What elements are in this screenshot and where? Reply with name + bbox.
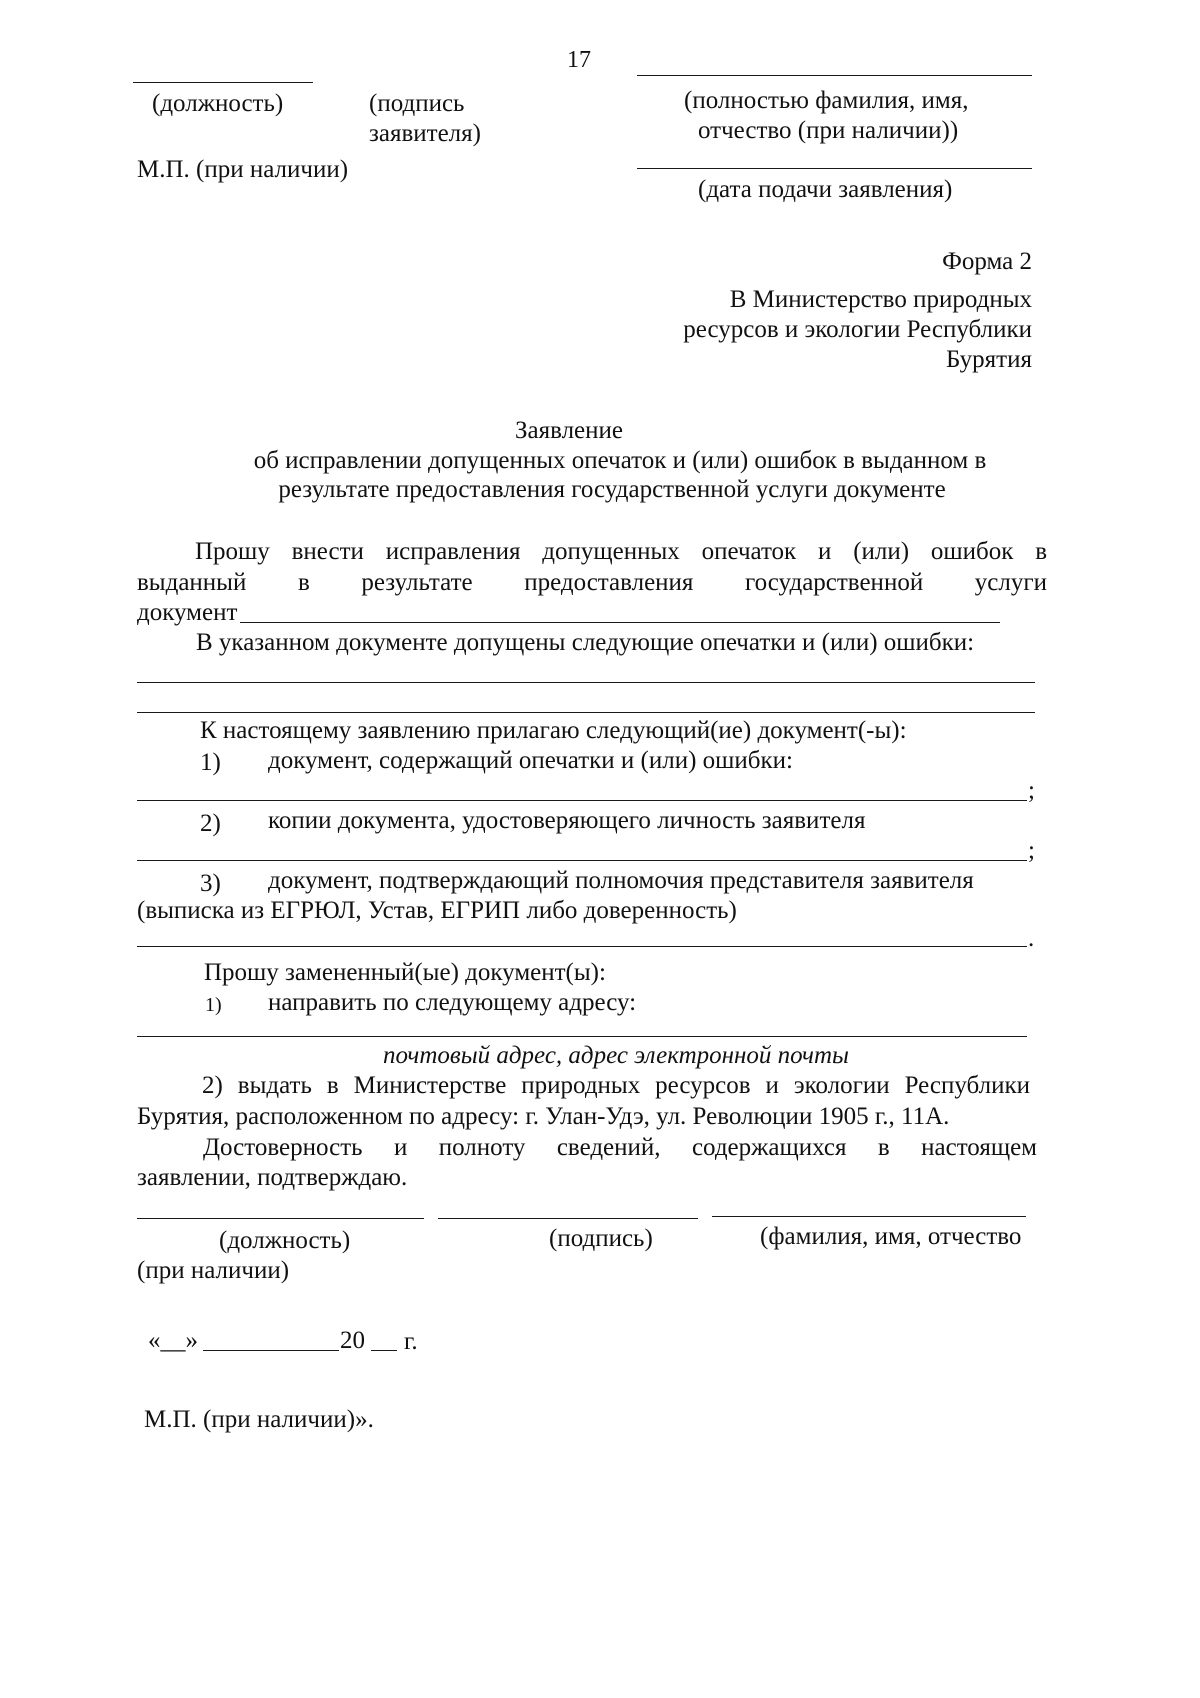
replace-intro: Прошу замененный(ые) документ(ы): xyxy=(204,959,606,986)
date-day: «__» xyxy=(148,1327,198,1354)
option-2-line-1: 2) выдать в Министерстве природных ресурсов и экологии Республики xyxy=(202,1072,1030,1099)
footer-fullname-line xyxy=(712,1216,1026,1217)
option-1-text: направить по следующему адресу: xyxy=(268,989,637,1016)
footer-signature-caption: (подпись) xyxy=(549,1225,653,1252)
document-subtitle-1: об исправлении допущенных опечаток и (или) ошибок в выданном в xyxy=(253,447,987,474)
fullname-line xyxy=(637,75,1032,76)
signature-caption-2: заявителя) xyxy=(369,120,481,147)
errors-line-1 xyxy=(137,682,1035,683)
option-1-number: 1) xyxy=(205,994,222,1016)
attachment-3-text: документ, подтверждающий полномочия представителя заявителя xyxy=(268,867,974,894)
attachment-1-end: ; xyxy=(1028,777,1035,804)
request-line-3: документ xyxy=(137,599,238,626)
form-label: Форма 2 xyxy=(942,248,1032,275)
position-caption: (должность) xyxy=(152,90,284,117)
page-number: 17 xyxy=(567,47,591,73)
errors-intro: В указанном документе допущены следующие опечатки и (или) ошибки: xyxy=(196,629,975,656)
addressee-line-1: В Министерство природных xyxy=(729,286,1032,313)
confirmation-line-2: заявлении, подтверждаю. xyxy=(137,1164,408,1191)
date-year-prefix: 20 xyxy=(340,1327,365,1354)
signature-caption: (подпись xyxy=(369,90,465,117)
addressee-line-2: ресурсов и экологии Республики xyxy=(683,316,1032,343)
address-line xyxy=(137,1036,1027,1037)
attachments-intro: К настоящему заявлению прилагаю следующий(ие) документ(-ы): xyxy=(200,717,907,744)
document-title: Заявление xyxy=(514,417,624,444)
date-caption: (дата подачи заявления) xyxy=(698,176,953,203)
document-name-line xyxy=(240,622,1000,623)
date-year-suffix: г. xyxy=(404,1328,418,1355)
date-year-line xyxy=(371,1350,397,1351)
footer-fullname-caption-2: (при наличии) xyxy=(137,1257,290,1284)
position-line xyxy=(133,82,313,83)
fullname-caption: (полностью фамилия, имя, xyxy=(684,87,969,114)
attachment-1-line xyxy=(137,800,1027,801)
footer-position-caption: (должность) xyxy=(219,1227,351,1254)
footer-seal-note: М.П. (при наличии)». xyxy=(144,1406,374,1433)
seal-note: М.П. (при наличии) xyxy=(137,156,349,183)
request-line-2: выданный в результате предоставления государственной услуги xyxy=(137,569,1047,596)
option-2-line-2: Бурятия, расположенном по адресу: г. Улан-Удэ, ул. Революции 1905 г., 11А. xyxy=(137,1103,950,1130)
attachment-2-end: ; xyxy=(1028,837,1035,864)
request-line-1: Прошу внести исправления допущенных опечаток и (или) ошибок в xyxy=(195,538,1047,565)
errors-line-2 xyxy=(137,712,1035,713)
attachment-2-text: копии документа, удостоверяющего личность заявителя xyxy=(268,807,866,834)
confirmation-line-1: Достоверность и полноту сведений, содержащихся в настоящем xyxy=(203,1134,1037,1161)
footer-fullname-caption: (фамилия, имя, отчество xyxy=(760,1223,1022,1250)
date-month-line xyxy=(203,1350,339,1351)
address-caption: почтовый адрес, адрес электронной почты xyxy=(383,1042,849,1069)
attachment-3-number: 3) xyxy=(200,870,221,897)
attachment-1-text: документ, содержащий опечатки и (или) ошибки: xyxy=(268,747,793,774)
fullname-caption-2: отчество (при наличии)) xyxy=(698,117,959,144)
attachment-2-line xyxy=(137,860,1027,861)
attachment-3-end: . xyxy=(1028,925,1035,952)
document-subtitle-2: результате предоставления государственной услуги документе xyxy=(278,476,946,503)
date-line xyxy=(637,168,1032,169)
attachment-3-line xyxy=(137,946,1027,947)
footer-position-line xyxy=(137,1218,424,1219)
attachment-2-number: 2) xyxy=(200,810,221,837)
attachment-1-number: 1) xyxy=(200,749,221,776)
attachment-3-text-2: (выписка из ЕГРЮЛ, Устав, ЕГРИП либо доверенность) xyxy=(137,897,737,924)
footer-signature-line xyxy=(438,1218,698,1219)
addressee-line-3: Бурятия xyxy=(945,346,1032,373)
